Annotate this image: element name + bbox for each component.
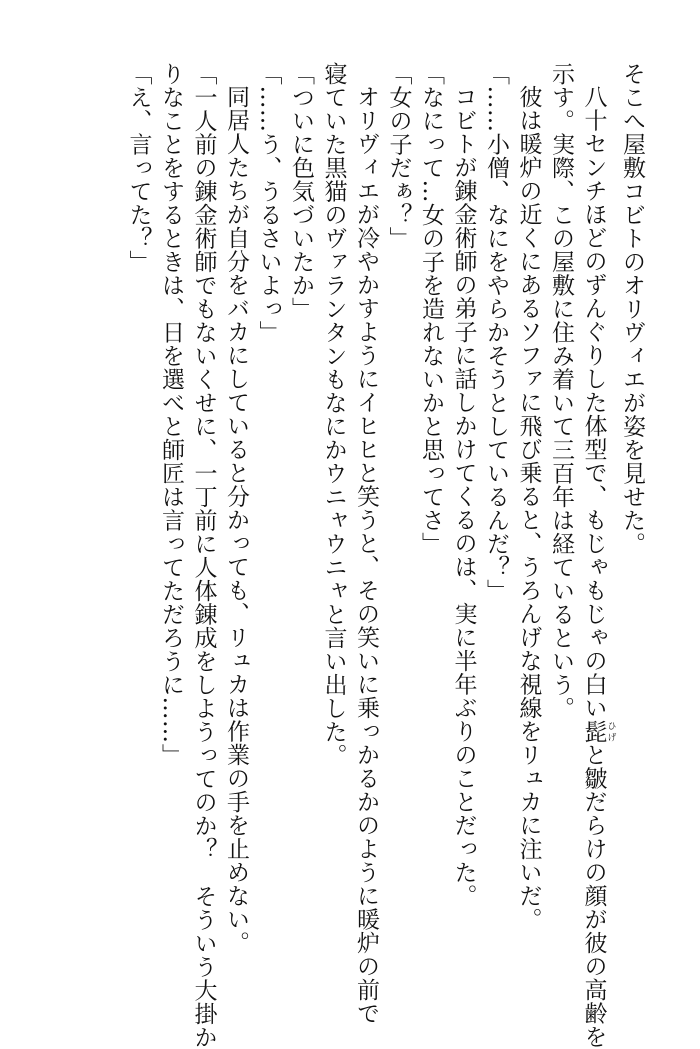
vertical-text-body: [122, 62, 648, 1049]
text-line-11: 「ついに色気づいたか」: [288, 62, 314, 321]
text-line-2: [577, 62, 616, 1049]
text-line-13: 同居人たちが自分をバカにしていると分かっても、リュカは作業の手を止めない。: [223, 85, 249, 955]
text-line-2-part-1: 八十センチほどのずんぐりした体型で、もじゃもじゃの白い: [580, 85, 607, 720]
text-line-16: 「え、言ってた？」: [125, 62, 152, 274]
ruby-reading: ひげ: [605, 719, 616, 743]
text-line-5: 「……小僧、なにをやらかそうとしているんだ？」: [483, 62, 509, 603]
ruby-base: 髭: [580, 719, 607, 743]
text-line-9: オリヴィエが冷やかすようにイヒヒと笑うと、その笑いに乗っかるかのように暖炉の前で: [353, 85, 379, 1025]
text-line-4: 彼は暖炉の近くにあるソファに飛び乗ると、うろんげな視線をリュカに注いだ。: [515, 85, 542, 931]
text-line-6: コビトが錬金術師の弟子に話しかけてくるのは、実に半年ぶりのことだった。: [450, 85, 477, 908]
text-line-7: 「なにって…女の子を造れないかと思ってさ」: [418, 62, 444, 556]
ruby-hige: [580, 719, 616, 744]
text-line-14: 「一人前の錬金術師でもないくせに、一丁前に人体錬成をしようってのか？ そういう大掛か: [190, 62, 217, 1049]
text-line-2-part-2: と皺だらけの顔が彼の高齢を: [580, 743, 607, 1049]
text-line-15: りなことをするときは、日を選べと師匠は言ってただろうに……」: [158, 62, 184, 767]
text-line-12: 「……う、うるさいよっ」: [255, 62, 282, 344]
text-line-8: 「女の子だぁ？」: [385, 62, 412, 250]
text-line-3: 示す。実際、この屋敷に住み着いて三百年は経ているという。: [548, 62, 574, 720]
text-line-1: そこへ屋敷コビトのオリヴィエが姿を見せた。: [619, 62, 645, 556]
text-line-10: 寝ていた黒猫のヴァランタンもなにかウニャウニャと言い出した。: [320, 62, 347, 767]
